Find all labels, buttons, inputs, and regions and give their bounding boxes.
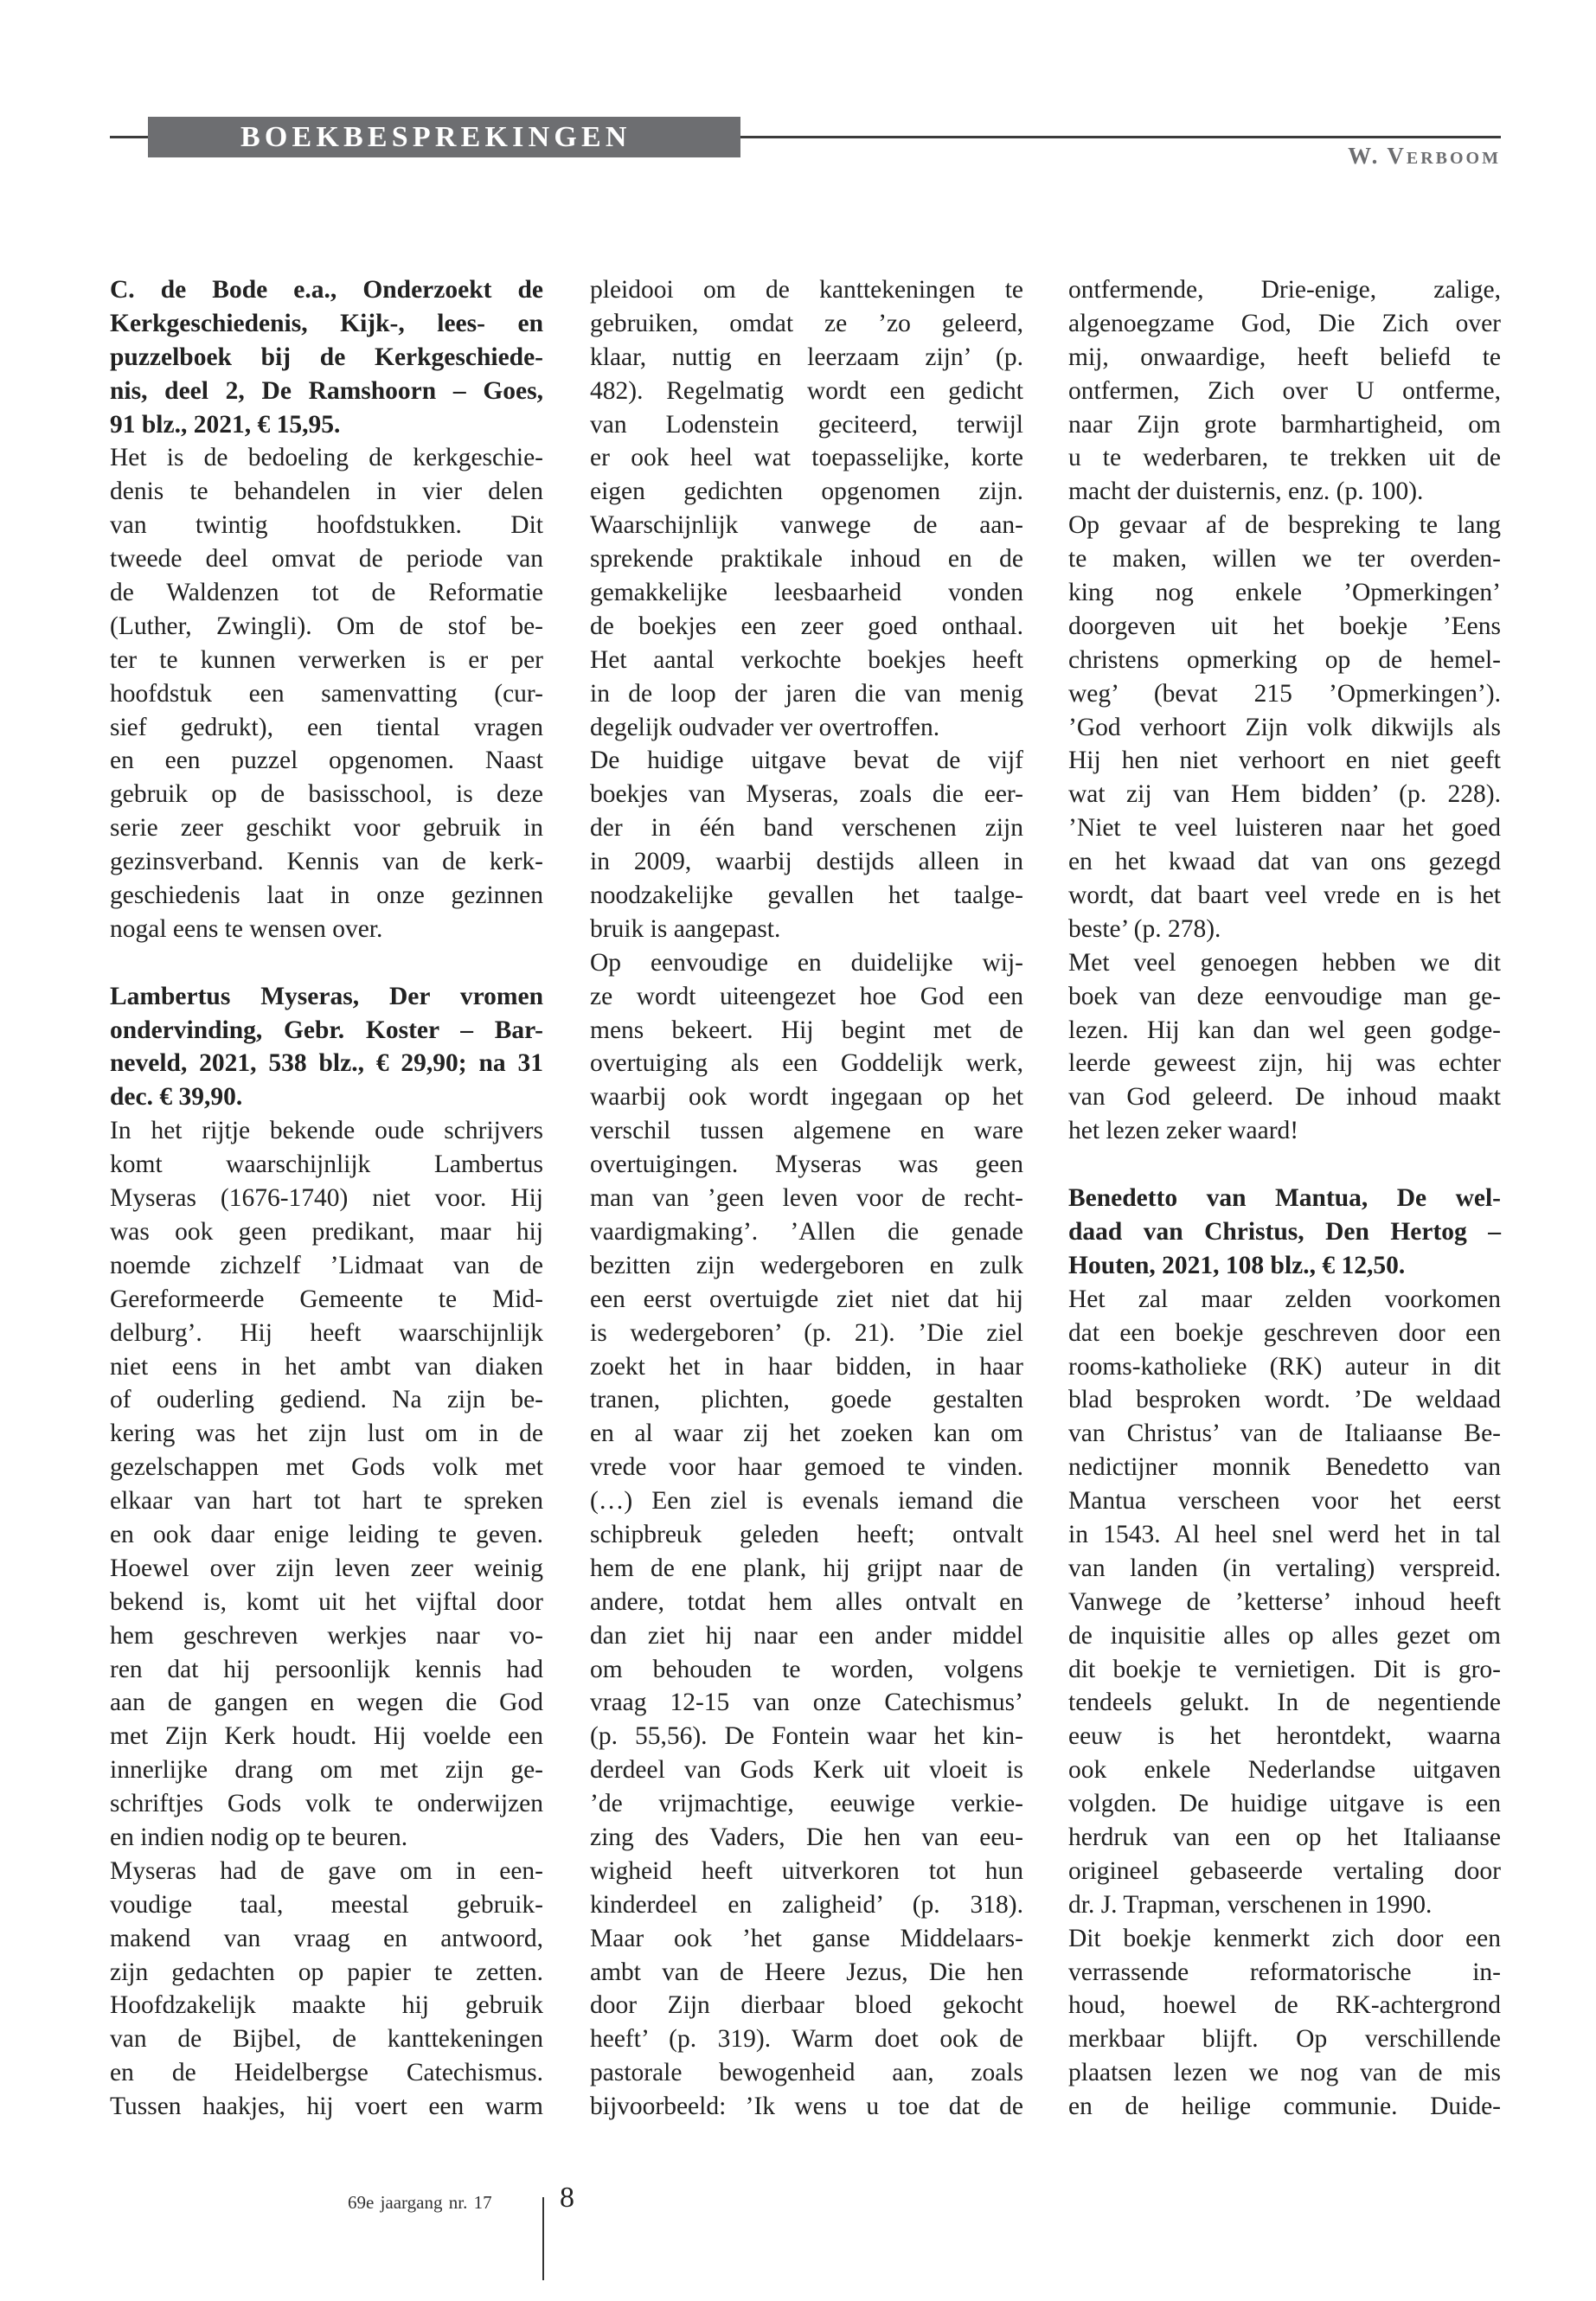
body-text-line: de boekjes een zeer goed onthaal. <box>590 612 1023 640</box>
body-text-line: gebruiken, omdat ze ’zo geleerd, <box>590 309 1023 337</box>
section-banner <box>148 117 740 157</box>
body-text-line: schipbreuk geleden heeft; ontvalt <box>590 1520 1023 1548</box>
review-heading-line: ondervinding, Gebr. Koster – Bar- <box>110 1016 543 1044</box>
text-column-2 <box>590 273 1023 2124</box>
body-text-line: leerde geweest zijn, hij was echter <box>1068 1049 1501 1078</box>
body-text-line: eigen gedichten opgenomen zijn. <box>590 478 1023 506</box>
body-text-line: Op eenvoudige en duidelijke wij- <box>590 948 1023 977</box>
body-text-line: dit boekje te vernietigen. Dit is gro- <box>1068 1655 1501 1683</box>
body-text-line: wat zij van Hem bidden’ (p. 228). <box>1068 780 1501 809</box>
body-text-line: u te wederbaren, te trekken uit de <box>1068 444 1501 472</box>
body-text-line: origineel gebaseerde vertaling door <box>1068 1856 1501 1885</box>
body-text-line: van Christus’ van de Italiaanse Be- <box>1068 1420 1501 1448</box>
body-text-line: bruik is aangepast. <box>590 914 781 943</box>
body-text-line: en indien nodig op te beuren. <box>110 1823 408 1851</box>
body-text-line: bezitten zijn wedergeboren en zulk <box>590 1251 1023 1279</box>
body-text-line: dr. J. Trapman, verschenen in 1990. <box>1068 1890 1433 1919</box>
body-text-line: Myseras (1676-1740) niet voor. Hij <box>110 1184 543 1213</box>
body-text-line: kinderdeel en zaligheid’ (p. 318). <box>590 1890 1023 1919</box>
body-text-line: wordt, dat baart veel vrede en is het <box>1068 881 1501 910</box>
body-text-line: mij, onwaardige, heeft beliefd te <box>1068 343 1501 371</box>
review-heading-line: puzzelboek bij de Kerkgeschiede- <box>110 343 543 371</box>
body-text-line: noodzakelijke gevallen het taalge- <box>590 881 1023 910</box>
body-text-line: Hoofdzakelijk maakte hij gebruik <box>110 1991 543 2020</box>
body-text-line: vrede voor haar gemoed te vinden. <box>590 1453 1023 1482</box>
body-text-line: blad besproken wordt. ’De weldaad <box>1068 1386 1501 1414</box>
body-text-line: van landen (in vertaling) verspreid. <box>1068 1554 1501 1582</box>
body-text-line: Waarschijnlijk vanwege de aan- <box>590 511 1023 540</box>
body-text-line: sprekende praktikale inhoud en de <box>590 545 1023 574</box>
body-text-line: (p. 55,56). De Fontein waar het kin- <box>590 1722 1023 1751</box>
body-text-line: gezinsverband. Kennis van de kerk- <box>110 848 543 876</box>
body-text-line: overtuiging als een Goddelijk werk, <box>590 1049 1023 1078</box>
body-text-line: gemakkelijke leesbaarheid vonden <box>590 579 1023 607</box>
body-text-line: bekend is, komt uit het vijftal door <box>110 1587 543 1616</box>
body-text-line: algenoegzame God, Die Zich over <box>1068 309 1501 337</box>
body-text-line: van Lodenstein geciteerd, terwijl <box>590 410 1023 439</box>
body-text-line: (Luther, Zwingli). Om de stof be- <box>110 612 543 640</box>
body-text-line: vaardigmaking’. ’Allen die genade <box>590 1217 1023 1246</box>
body-text-line: waarbij ook wordt ingegaan op het <box>590 1083 1023 1112</box>
body-text-line: boek van deze eenvoudige man ge- <box>1068 982 1501 1010</box>
header-rule-right <box>740 136 1501 138</box>
body-text-line: 482). Regelmatig wordt een gedicht <box>590 376 1023 405</box>
body-text-line: houd, hoewel de RK-achtergrond <box>1068 1991 1501 2020</box>
body-text-line: van God geleerd. De inhoud maakt <box>1068 1083 1501 1112</box>
body-text-line: naar Zijn grote barmhartigheid, om <box>1068 410 1501 439</box>
body-text-line: elkaar van hart tot hart te spreken <box>110 1487 543 1516</box>
body-text-line: ook enkele Nederlandse uitgaven <box>1068 1756 1501 1785</box>
body-text-line: delburg’. Hij heeft waarschijnlijk <box>110 1318 543 1347</box>
review-heading-line: daad van Christus, Den Hertog – <box>1068 1217 1501 1246</box>
body-text-line: klaar, nuttig en leerzaam zijn’ (p. <box>590 343 1023 371</box>
body-text-line: der in één band verschenen zijn <box>590 814 1023 843</box>
header-rule-left <box>110 136 148 138</box>
body-text-line: De huidige uitgave bevat de vijf <box>590 747 1023 775</box>
body-text-line: in de loop der jaren die van menig <box>590 679 1023 708</box>
body-text-line: of ouderling gediend. Na zijn be- <box>110 1386 543 1414</box>
body-text-line: zoekt het in haar bidden, in haar <box>590 1352 1023 1381</box>
body-text-line: tweede deel omvat de periode van <box>110 545 543 574</box>
body-text-line: Dit boekje kenmerkt zich door een <box>1068 1924 1501 1952</box>
body-text-line: wigheid heeft uitverkoren tot hun <box>590 1856 1023 1885</box>
body-text-line: beste’ (p. 278). <box>1068 914 1221 943</box>
body-text-line: plaatsen lezen we nog van de mis <box>1068 2059 1501 2087</box>
body-text-line: innerlijke drang om met zijn ge- <box>110 1756 543 1785</box>
body-text-line: pleidooi om de kanttekeningen te <box>590 276 1023 304</box>
body-text-line: Het is de bedoeling de kerkgeschie- <box>110 444 543 472</box>
body-text-line: is wedergeboren’ (p. 21). ’Die ziel <box>590 1318 1023 1347</box>
body-text-line: denis te behandelen in vier delen <box>110 478 543 506</box>
body-text-line: serie zeer geschikt voor gebruik in <box>110 814 543 843</box>
body-text-line: boekjes van Myseras, zoals die eer- <box>590 780 1023 809</box>
body-text-line: rooms-katholieke (RK) auteur in dit <box>1068 1352 1501 1381</box>
body-text-line: pastorale bewogenheid aan, zoals <box>590 2059 1023 2087</box>
body-text-line: derdeel van Gods Kerk uit vloeit is <box>590 1756 1023 1785</box>
body-text-line: nedictijner monnik Benedetto van <box>1068 1453 1501 1482</box>
body-text-line: christens opmerking op de hemel- <box>1068 645 1501 674</box>
text-column-1 <box>110 273 543 2124</box>
body-text-line: en het kwaad dat van ons gezegd <box>1068 848 1501 876</box>
review-heading-line: 91 blz., 2021, € 15,95. <box>110 410 341 439</box>
body-text-line: verrassende reformatorische in- <box>1068 1958 1501 1986</box>
body-text-line: ’de vrijmachtige, eeuwige verkie- <box>590 1790 1023 1818</box>
body-text-line: heeft’ (p. 319). Warm doet ook de <box>590 2025 1023 2054</box>
body-text-line: geschiedenis laat in onze gezinnen <box>110 881 543 910</box>
body-text-line: Het aantal verkochte boekjes heeft <box>590 645 1023 674</box>
body-text-line: mens bekeert. Hij begint met de <box>590 1016 1023 1044</box>
issue-label: 69e jaargang nr. 17 <box>348 2192 492 2213</box>
review-heading-line: C. de Bode e.a., Onderzoekt de <box>110 276 543 304</box>
body-text-line: hoofdstuk een samenvatting (cur- <box>110 679 543 708</box>
body-text-line: door Zijn dierbaar bloed gekocht <box>590 1991 1023 2020</box>
body-text-line: merkbaar blijft. Op verschillende <box>1068 2025 1501 2054</box>
review-heading-line: neveld, 2021, 538 blz., € 29,90; na 31 <box>110 1049 543 1078</box>
paragraph-gap <box>110 946 543 980</box>
body-text-line: voudige taal, meestal gebruik- <box>110 1890 543 1919</box>
body-text-line: ’God verhoort Zijn volk dikwijls als <box>1068 713 1501 741</box>
body-text-line: schriftjes Gods volk te onderwijzen <box>110 1790 543 1818</box>
article-author: W. VERBOOM <box>1348 143 1501 169</box>
body-text-line: en al waar zij het zoeken kan om <box>590 1420 1023 1448</box>
body-text-line: met Zijn Kerk houdt. Hij voelde een <box>110 1722 543 1751</box>
body-text-line: dat een boekje geschreven door een <box>1068 1318 1501 1347</box>
body-text-line: ’Niet te veel luisteren naar het goed <box>1068 814 1501 843</box>
body-text-line: tendeels gelukt. In de negentiende <box>1068 1689 1501 1717</box>
body-text-line: gebruik op de basisschool, is deze <box>110 780 543 809</box>
body-text-line: andere, totdat hem alles ontvalt en <box>590 1587 1023 1616</box>
body-text-line: zing des Vaders, Die hen van eeu- <box>590 1823 1023 1851</box>
body-text-line: Vanwege de ’ketterse’ inhoud heeft <box>1068 1587 1501 1616</box>
body-text-line: vraag 12-15 van onze Catechismus’ <box>590 1689 1023 1717</box>
body-text-line: dan ziet hij naar een ander middel <box>590 1621 1023 1650</box>
body-text-line: te maken, willen we ter overden- <box>1068 545 1501 574</box>
body-text-line: bijvoorbeeld: ’Ik wens u toe dat de <box>590 2093 1023 2121</box>
review-heading-line: dec. € 39,90. <box>110 1083 243 1112</box>
body-text-line: en de heilige communie. Duide- <box>1068 2093 1501 2121</box>
body-text-line: het lezen zeker waard! <box>1068 1117 1299 1145</box>
body-text-line: Het zal maar zelden voorkomen <box>1068 1285 1501 1313</box>
body-text-line: degelijk oudvader ver overtroffen. <box>590 713 940 741</box>
text-column-3 <box>1068 273 1501 2124</box>
section-title: BOEKBESPREKINGEN <box>240 121 631 153</box>
review-heading-line: Lambertus Myseras, Der vromen <box>110 982 543 1010</box>
body-text-line: Tussen haakjes, hij voert een warm <box>110 2093 543 2121</box>
body-text-line: om behouden te worden, volgens <box>590 1655 1023 1683</box>
body-text-line: Maar ook ’het ganse Middelaars- <box>590 1924 1023 1952</box>
review-heading-line: Kerkgeschiedenis, Kijk-, lees- en <box>110 309 543 337</box>
body-text-line: ter te kunnen verwerken is er per <box>110 645 543 674</box>
body-text-line: er ook heel wat toepasselijke, korte <box>590 444 1023 472</box>
body-text-line: Hij hen niet verhoort en niet geeft <box>1068 747 1501 775</box>
body-text-line: van twintig hoofdstukken. Dit <box>110 511 543 540</box>
body-text-line: zijn gedachten op papier te zetten. <box>110 1958 543 1986</box>
body-text-line: verschil tussen algemene en ware <box>590 1117 1023 1145</box>
review-heading-line: Houten, 2021, 108 blz., € 12,50. <box>1068 1251 1406 1279</box>
body-text-line: herdruk van een op het Italiaanse <box>1068 1823 1501 1851</box>
body-text-line: ontfermende, Drie-enige, zalige, <box>1068 276 1501 304</box>
body-text-line: in 1543. Al heel snel werd het in tal <box>1068 1520 1501 1548</box>
body-text-line: hem geschreven werkjes naar vo- <box>110 1621 543 1650</box>
body-text-line: lezen. Hij kan dan wel geen godge- <box>1068 1016 1501 1044</box>
footer-divider <box>542 2197 544 2280</box>
body-text-line: Myseras had de gave om in een- <box>110 1856 543 1885</box>
body-text-line: weg’ (bevat 215 ’Opmerkingen’). <box>1068 679 1501 708</box>
page-number: 8 <box>560 2182 574 2214</box>
body-text-line: en de Heidelbergse Catechismus. <box>110 2059 543 2087</box>
body-text-line: Hoewel over zijn leven zeer weinig <box>110 1554 543 1582</box>
body-text-line: Op gevaar af de bespreking te lang <box>1068 511 1501 540</box>
body-text-line: gezelschappen met Gods volk met <box>110 1453 543 1482</box>
body-text-line: tranen, plichten, goede gestalten <box>590 1386 1023 1414</box>
paragraph-gap <box>1068 1148 1501 1182</box>
body-text-line: in 2009, waarbij destijds alleen in <box>590 848 1023 876</box>
body-text-line: de Waldenzen tot de Reformatie <box>110 579 543 607</box>
body-text-line: ontfermen, Zich over U ontferme, <box>1068 376 1501 405</box>
body-text-line: Mantua verscheen voor het eerst <box>1068 1487 1501 1516</box>
body-text-line: ren dat hij persoonlijk kennis had <box>110 1655 543 1683</box>
body-text-line: (…) Een ziel is evenals iemand die <box>590 1487 1023 1516</box>
body-text-line: ze wordt uiteengezet hoe God een <box>590 982 1023 1010</box>
body-text-line: aan de gangen en wegen die God <box>110 1689 543 1717</box>
body-text-line: overtuigingen. Myseras was geen <box>590 1150 1023 1179</box>
body-text-line: volgden. De huidige uitgave is een <box>1068 1790 1501 1818</box>
body-text-line: nogal eens te wensen over. <box>110 914 383 943</box>
body-text-line: In het rijtje bekende oude schrijvers <box>110 1117 543 1145</box>
body-text-line: niet eens in het ambt van diaken <box>110 1352 543 1381</box>
body-text-line: en ook daar enige leiding te geven. <box>110 1520 543 1548</box>
body-text-line: sief gedrukt), een tiental vragen <box>110 713 543 741</box>
body-text-line: makend van vraag en antwoord, <box>110 1924 543 1952</box>
body-text-line: macht der duisternis, enz. (p. 100). <box>1068 478 1424 506</box>
body-text-line: king nog enkele ’Opmerkingen’ <box>1068 579 1501 607</box>
body-text-line: en een puzzel opgenomen. Naast <box>110 747 543 775</box>
body-text-line: doorgeven uit het boekje ’Eens <box>1068 612 1501 640</box>
body-text-line: eeuw is het herontdekt, waarna <box>1068 1722 1501 1751</box>
body-text-line: de inquisitie alles op alles gezet om <box>1068 1621 1501 1650</box>
review-heading-line: nis, deel 2, De Ramshoorn – Goes, <box>110 376 543 405</box>
body-text-line: een eerst overtuigde ziet niet dat hij <box>590 1285 1023 1313</box>
body-text-line: ambt van de Heere Jezus, Die hen <box>590 1958 1023 1986</box>
body-text-line: van de Bijbel, de kanttekeningen <box>110 2025 543 2054</box>
body-text-line: Met veel genoegen hebben we dit <box>1068 948 1501 977</box>
body-text-line: Gereformeerde Gemeente te Mid- <box>110 1285 543 1313</box>
review-heading-line: Benedetto van Mantua, De wel- <box>1068 1184 1501 1213</box>
body-text-line: man van ’geen leven voor de recht- <box>590 1184 1023 1213</box>
body-text-line: kering was het zijn lust om in de <box>110 1420 543 1448</box>
body-text-line: komt waarschijnlijk Lambertus <box>110 1150 543 1179</box>
body-text-line: was ook geen predikant, maar hij <box>110 1217 543 1246</box>
body-text-line: hem de ene plank, hij grijpt naar de <box>590 1554 1023 1582</box>
body-text-line: noemde zichzelf ’Lidmaat van de <box>110 1251 543 1279</box>
